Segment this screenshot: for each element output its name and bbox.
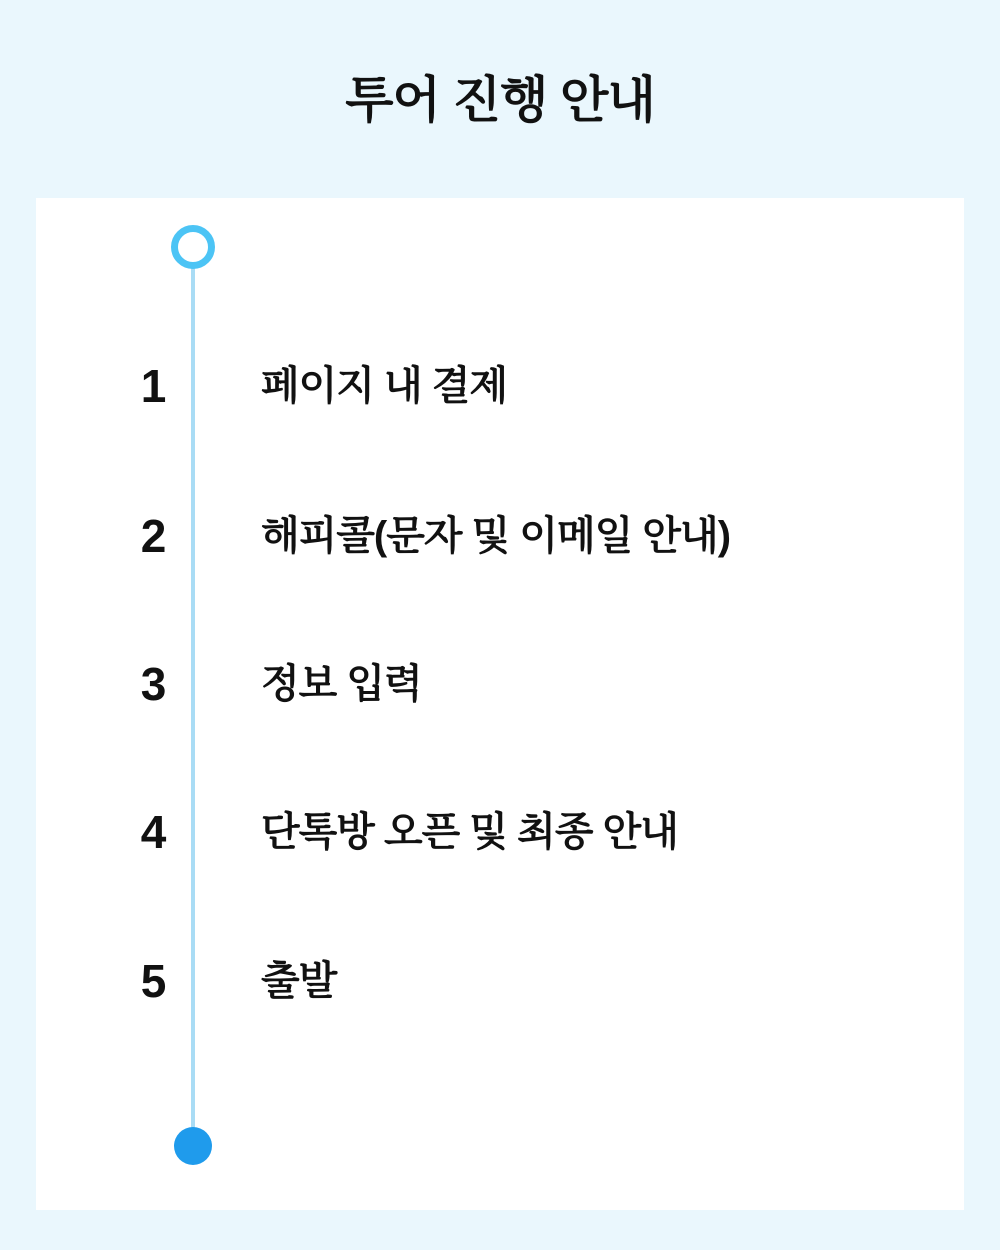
list-item (116, 656, 936, 712)
step-number: 5 (140, 955, 167, 1007)
page-title: 투어 진행 안내 (345, 72, 655, 128)
list-item (116, 508, 936, 564)
step-label: 출발 (261, 959, 337, 1003)
step-label: 페이지 내 결제 (261, 364, 508, 408)
step-label: 정보 입력 (261, 662, 422, 706)
step-label: 해피콜(문자 및 이메일 안내) (261, 514, 731, 558)
timeline-step-list (36, 198, 964, 1210)
timeline-card (36, 198, 964, 1210)
step-number: 3 (140, 658, 167, 710)
list-item (116, 953, 936, 1009)
step-number: 2 (140, 510, 167, 562)
step-number: 4 (140, 806, 167, 858)
step-label: 단톡방 오픈 및 최종 안내 (261, 810, 678, 854)
list-item (116, 358, 936, 414)
list-item (116, 804, 936, 860)
step-number: 1 (140, 360, 167, 412)
